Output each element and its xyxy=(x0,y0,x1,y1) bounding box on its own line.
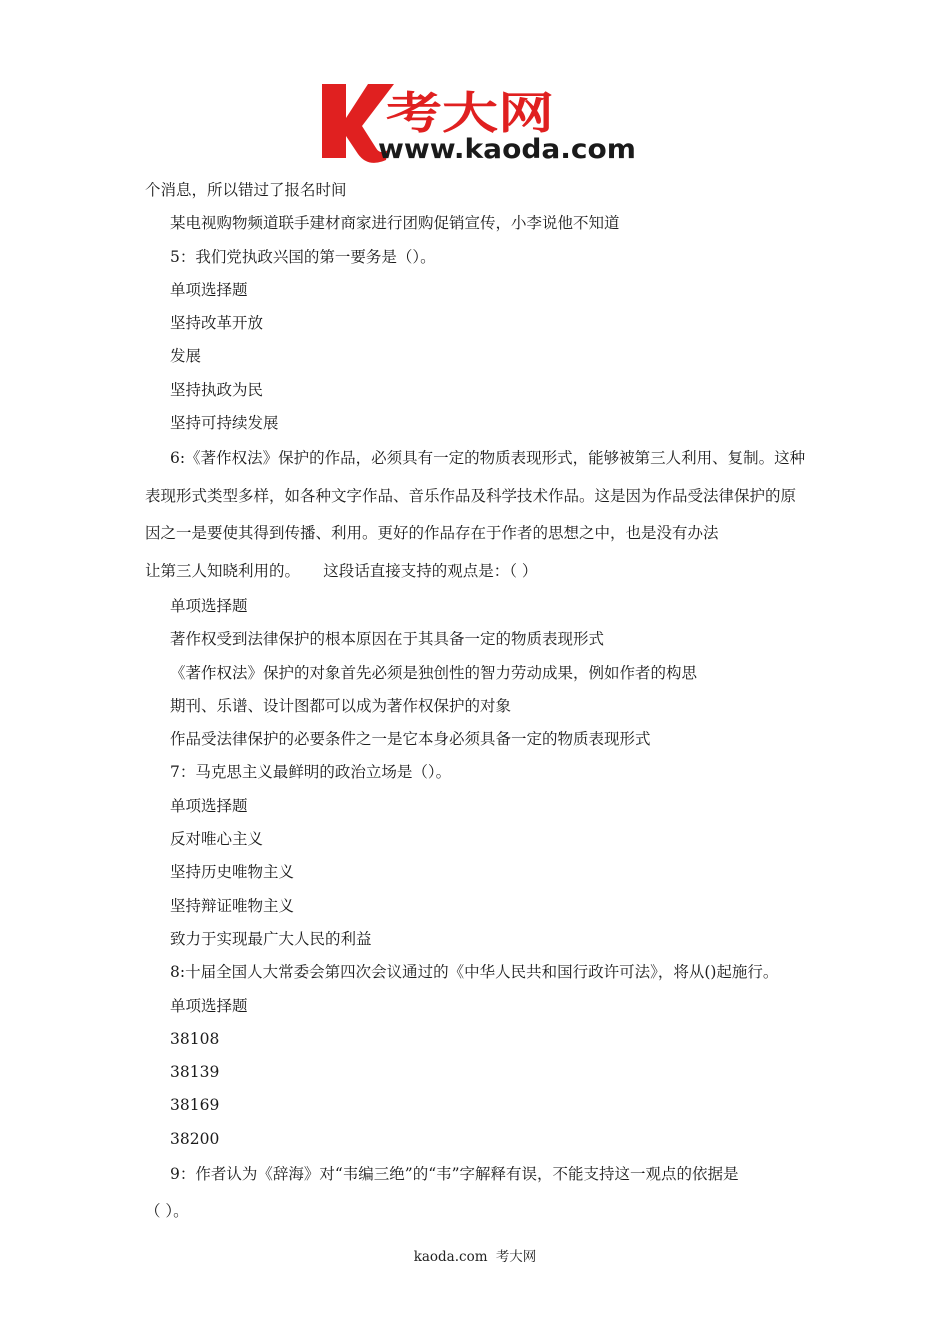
question-5: 5：我们党执政兴国的第一要务是（）。 xyxy=(170,247,436,266)
kaoda-logo xyxy=(316,78,638,164)
footer-site-name: 考大网 xyxy=(495,1249,537,1265)
option-c: 期刊、乐谱、设计图都可以成为著作权保护的对象 xyxy=(170,696,512,715)
option-a: 38108 xyxy=(170,1029,220,1048)
option-c: 38169 xyxy=(170,1096,220,1115)
option-d: 作品受法律保护的必要条件之一是它本身必须具备一定的物质表现形式 xyxy=(170,730,651,749)
option-a: 著作权受到法律保护的根本原因在于其具备一定的物质表现形式 xyxy=(170,630,605,649)
question-6: 6:《著作权法》保护的作品，必须具有一定的物质表现形式，能够被第三人利用、复制。这种表现形式类型多样，如各种文字作品、音乐作品及科学技术作品。这是因为作品受法律保护的原因之一是要使其得到传播、利用。更好的作品存在于作者的思想之中，也是没有办法 xyxy=(145,449,806,543)
option-d: 坚持可持续发展 xyxy=(170,414,279,433)
question-type: 单项选择题 xyxy=(170,280,248,299)
page-footer xyxy=(0,1245,950,1265)
logo-url-text: www.kaoda.com xyxy=(378,134,636,164)
question-type: 单项选择题 xyxy=(170,796,248,815)
option-d: 38200 xyxy=(170,1129,220,1148)
text-line: 个消息，所以错过了报名时间 xyxy=(145,181,347,199)
logo-graphic xyxy=(316,78,638,164)
footer-domain: kaoda.com xyxy=(413,1249,488,1265)
text-line: 某电视购物频道联手建材商家进行团购促销宣传，小李说他不知道 xyxy=(170,214,620,233)
option-b: 《著作权法》保护的对象首先必须是独创性的智力劳动成果，例如作者的构思 xyxy=(170,663,698,682)
option-c: 坚持执政为民 xyxy=(170,380,264,399)
question-7: 7：马克思主义最鲜明的政治立场是（）。 xyxy=(170,763,452,782)
question-9: 9：作者认为《辞海》对“韦编三绝”的“韦”字解释有误，不能支持这一观点的依据是 xyxy=(170,1165,739,1184)
logo-cn-text: 考大网 xyxy=(386,88,554,139)
question-6-tail: 让第三人知晓利用的。 这段话直接支持的观点是：（ ） xyxy=(145,561,538,580)
question-type: 单项选择题 xyxy=(170,996,248,1015)
option-c: 坚持辩证唯物主义 xyxy=(170,896,295,915)
option-d: 致力于实现最广大人民的利益 xyxy=(170,929,372,948)
option-a: 反对唯心主义 xyxy=(170,830,264,849)
question-9-tail: （ ）。 xyxy=(145,1202,189,1221)
option-b: 坚持历史唯物主义 xyxy=(170,863,295,882)
option-a: 坚持改革开放 xyxy=(170,314,264,333)
option-b: 38139 xyxy=(170,1063,220,1082)
question-8: 8:十届全国人大常委会第四次会议通过的《中华人民共和国行政许可法》，将从()起施行。 xyxy=(170,963,779,982)
question-type: 单项选择题 xyxy=(170,597,248,615)
document-body xyxy=(145,174,810,1231)
option-b: 发展 xyxy=(170,347,202,366)
